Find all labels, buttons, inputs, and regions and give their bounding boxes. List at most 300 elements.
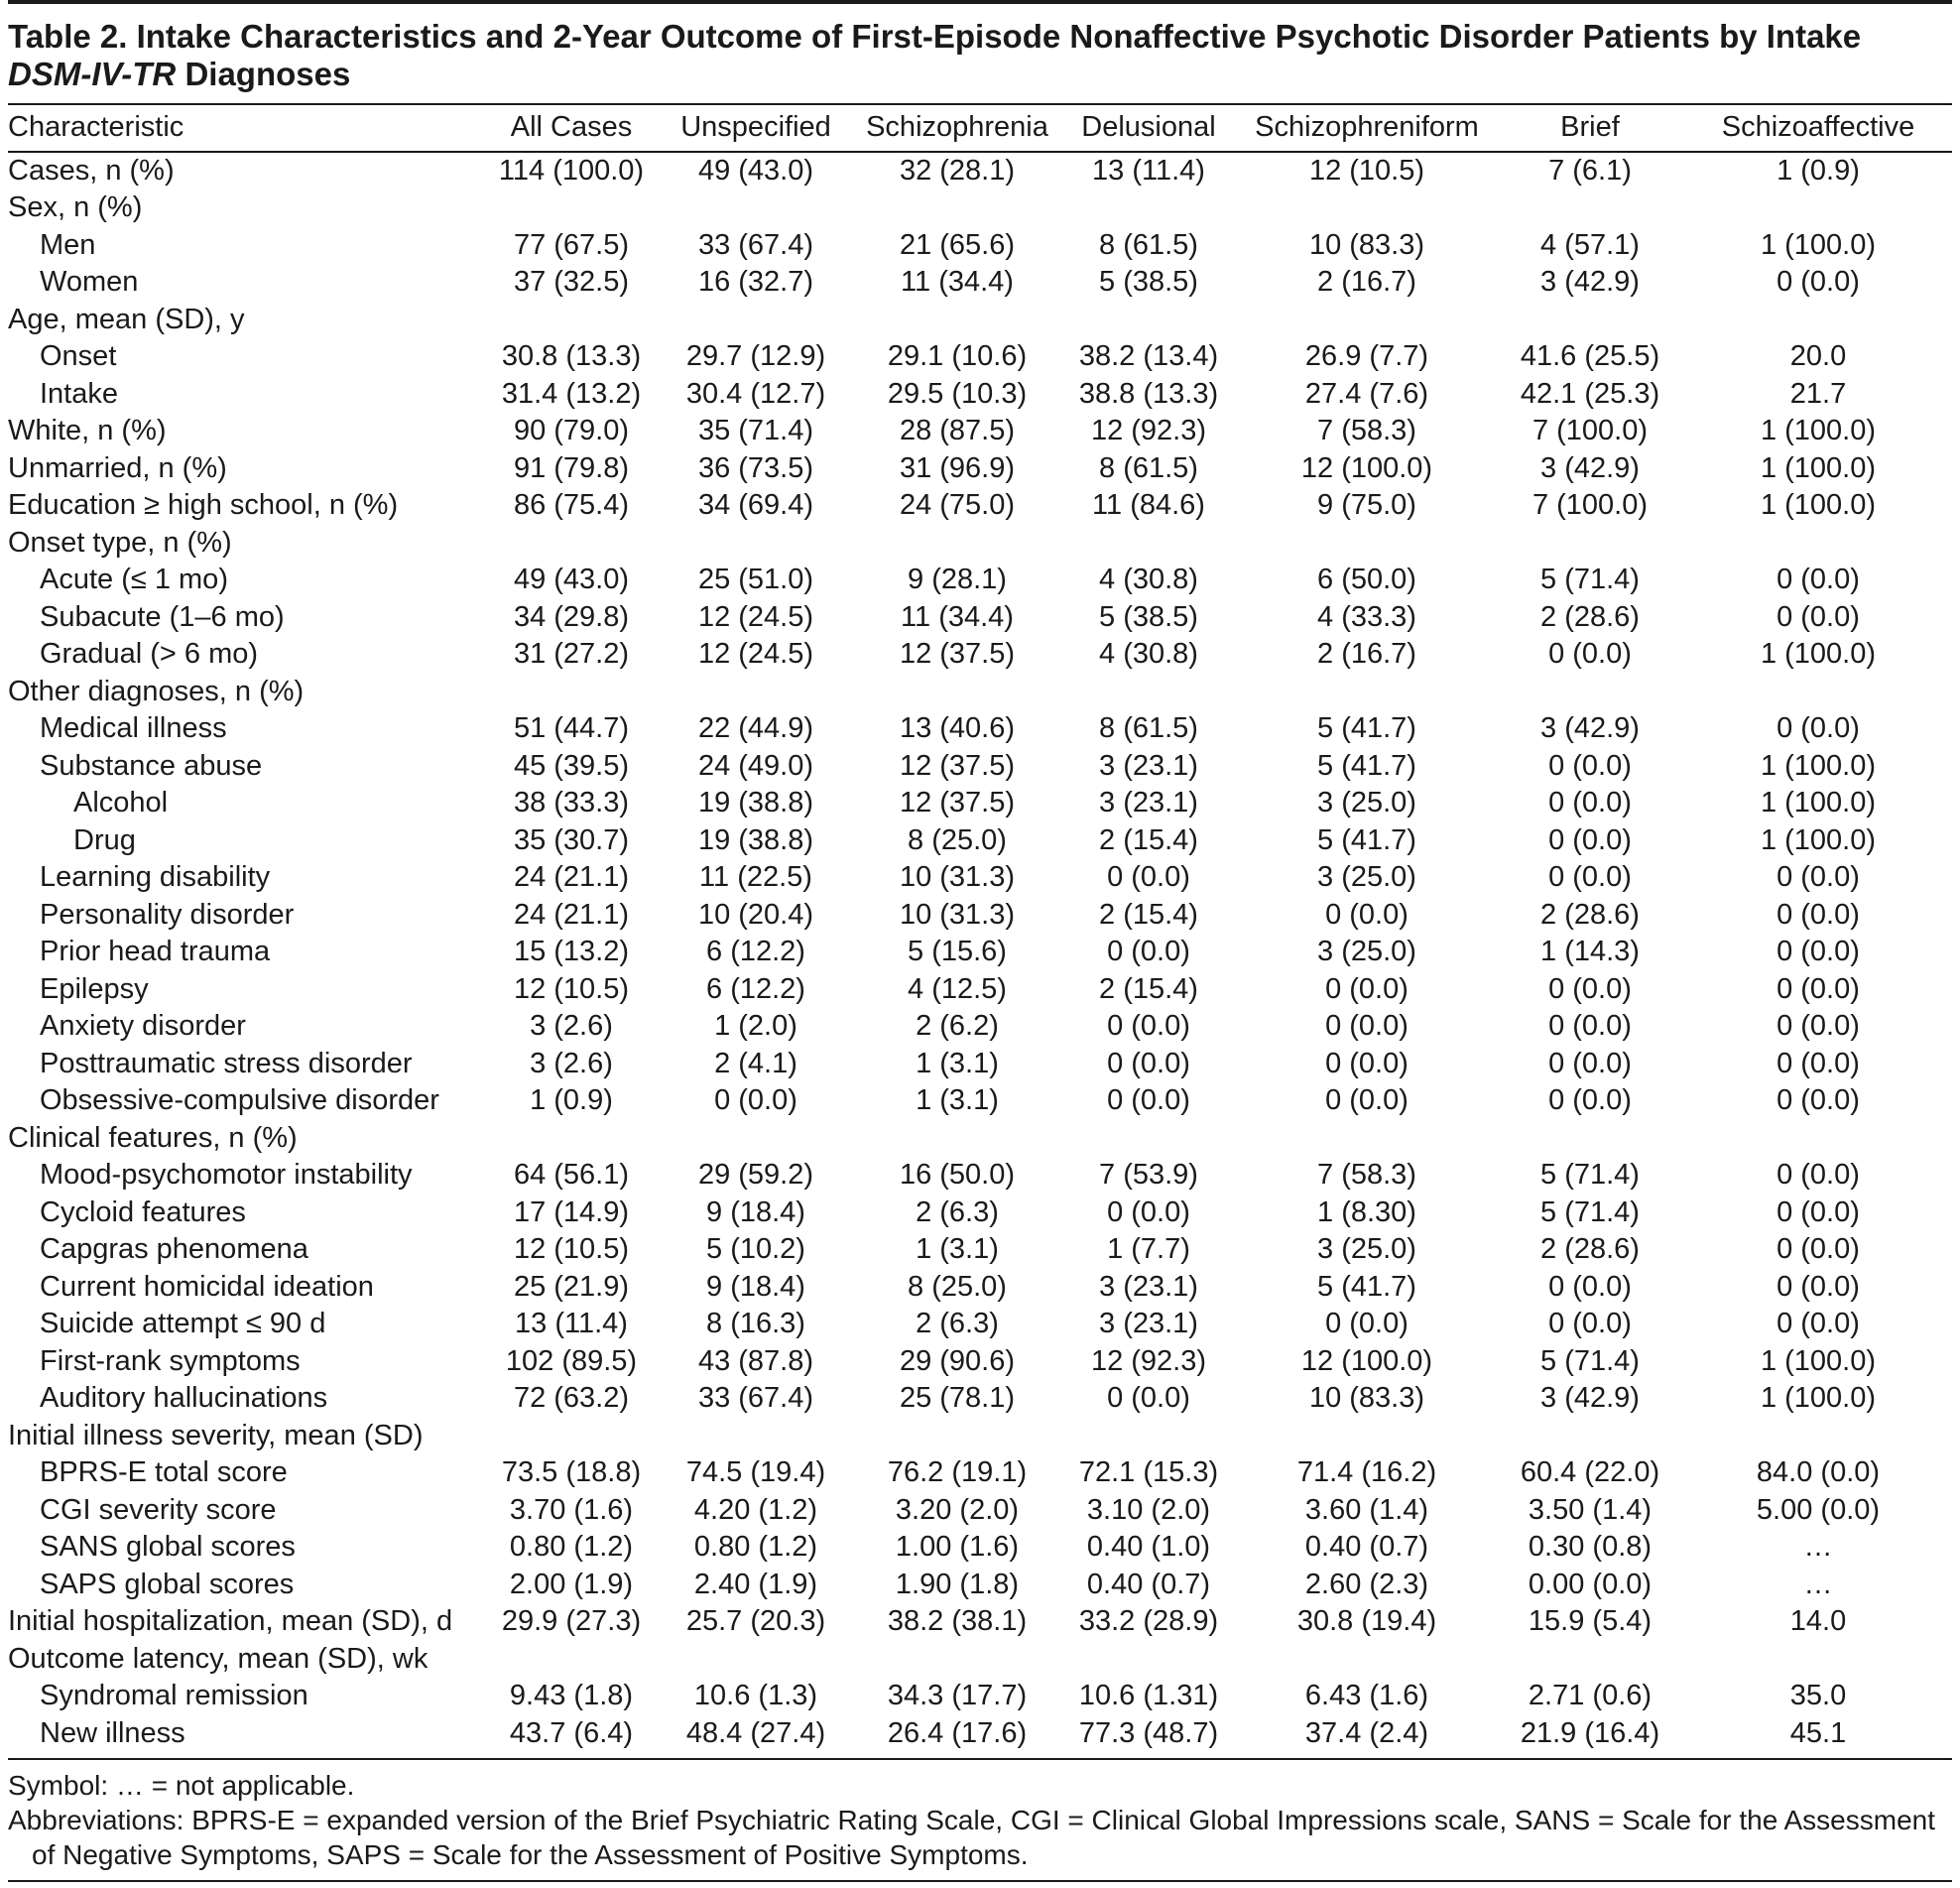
table-cell: 5 (71.4) <box>1540 1159 1640 1191</box>
table-cell: 2 (16.7) <box>1317 638 1416 670</box>
table-row <box>8 599 1952 637</box>
table-cell: 3 (23.1) <box>1099 787 1198 818</box>
table-cell: 2 (28.6) <box>1540 1233 1640 1265</box>
page-bottom-rule <box>8 1880 1952 1882</box>
table-cell: 2 (15.4) <box>1099 898 1198 931</box>
row-label: Onset <box>40 340 117 372</box>
table-cell: 1 (3.1) <box>916 1084 999 1116</box>
table-cell: 34 (29.8) <box>513 600 630 633</box>
table-cell: 0 (0.0) <box>1776 564 1860 595</box>
row-label: New illness <box>40 1716 185 1749</box>
table-cell: 1.90 (1.8) <box>895 1568 1020 1600</box>
table-cell: 25 (78.1) <box>899 1382 1016 1414</box>
table-cell: 5 (38.5) <box>1099 266 1198 298</box>
table-row <box>8 562 1952 599</box>
table-cell: 2.00 (1.9) <box>509 1568 634 1600</box>
table-cell: 0 (0.0) <box>1325 1308 1409 1339</box>
table-row <box>8 152 1952 190</box>
table-cell: 0.40 (0.7) <box>1086 1568 1211 1600</box>
row-label: Outcome latency, mean (SD), wk <box>8 1642 429 1675</box>
table-cell <box>486 525 657 563</box>
table-cell <box>855 1641 1059 1679</box>
table-cell: 2 (4.1) <box>714 1047 797 1079</box>
row-label: Alcohol <box>73 787 169 818</box>
table-cell: 3.50 (1.4) <box>1528 1493 1653 1526</box>
table-cell: 13 (40.6) <box>899 712 1016 744</box>
table-cell: 0 (0.0) <box>1325 1047 1409 1079</box>
table-cell: 0 (0.0) <box>1107 1010 1190 1042</box>
table-row <box>8 1343 1952 1381</box>
table-cell: 8 (25.0) <box>908 823 1007 856</box>
table-cell: 1 (100.0) <box>1760 1344 1877 1377</box>
footnote-symbol: Symbol: … = not applicable. <box>8 1770 355 1801</box>
table-cell <box>1496 1418 1684 1455</box>
table-cell <box>1059 674 1238 711</box>
table-cell: 0 (0.0) <box>1107 861 1190 893</box>
table-row <box>8 636 1952 674</box>
row-label: CGI severity score <box>40 1493 277 1526</box>
table-cell: 10 (31.3) <box>899 898 1016 931</box>
row-label: Gradual (> 6 mo) <box>40 638 259 670</box>
table-cell: 0 (0.0) <box>1776 1159 1860 1191</box>
table-cell: 24 (21.1) <box>513 898 630 931</box>
table-cell: 2.71 (0.6) <box>1528 1680 1653 1711</box>
row-label: Clinical features, n (%) <box>8 1121 298 1154</box>
table-row <box>8 1082 1952 1120</box>
table-cell: 5.00 (0.0) <box>1756 1493 1881 1526</box>
table-cell: 77.3 (48.7) <box>1078 1716 1219 1749</box>
table-title-suffix: Diagnoses <box>184 56 351 92</box>
column-header-schizophreniform: Schizophreniform <box>1238 105 1496 152</box>
table-cell: 0 (0.0) <box>1548 1084 1632 1116</box>
table-cell: 2 (16.7) <box>1317 266 1416 298</box>
table-cell: 5 (38.5) <box>1099 600 1198 633</box>
table-cell: 49 (43.0) <box>697 154 814 187</box>
table-cell: 33 (67.4) <box>697 1382 814 1414</box>
table-cell: 9 (75.0) <box>1317 489 1416 521</box>
table-cell: 0 (0.0) <box>1107 936 1190 967</box>
table-row <box>8 1567 1952 1604</box>
table-row <box>8 1269 1952 1307</box>
table-cell <box>657 302 855 339</box>
table-cell: 4 (33.3) <box>1317 600 1416 633</box>
row-label: Substance abuse <box>40 749 263 782</box>
table-cell: 24 (21.1) <box>513 861 630 893</box>
footnote-abbreviations-line2: of Negative Symptoms, SAPS = Scale for the Assessment of Positive Symptoms. <box>32 1839 1029 1870</box>
table-cell <box>486 1120 657 1158</box>
table-cell: 6 (12.2) <box>706 972 805 1005</box>
table-cell <box>1496 1120 1684 1158</box>
table-cell <box>1059 302 1238 339</box>
table-row <box>8 1603 1952 1641</box>
table-title-block <box>8 4 1952 103</box>
table-cell: 0 (0.0) <box>1107 1084 1190 1116</box>
table-cell <box>486 302 657 339</box>
table-cell: 0 (0.0) <box>1107 1047 1190 1079</box>
table-cell: 12 (92.3) <box>1090 415 1207 446</box>
table-cell: 0 (0.0) <box>1776 1084 1860 1116</box>
table-cell: 0 (0.0) <box>1776 898 1860 931</box>
table-cell: … <box>1803 1568 1833 1600</box>
table-cell: 4 (57.1) <box>1540 228 1640 261</box>
table-row <box>8 971 1952 1009</box>
row-label: Other diagnoses, n (%) <box>8 675 305 707</box>
table-cell: 0 (0.0) <box>1776 1010 1860 1042</box>
table-cell: 29.7 (12.9) <box>685 340 826 372</box>
table-cell: 10.6 (1.3) <box>693 1680 818 1711</box>
column-header-delusional: Delusional <box>1059 105 1238 152</box>
table-cell <box>1496 1641 1684 1679</box>
row-label: Personality disorder <box>40 898 295 931</box>
table-cell: 1 (100.0) <box>1760 228 1877 261</box>
row-label: Onset type, n (%) <box>8 526 232 559</box>
table-cell: 9 (28.1) <box>908 564 1007 595</box>
table-cell: 8 (61.5) <box>1099 712 1198 744</box>
column-header-brief: Brief <box>1496 105 1684 152</box>
table-cell: 16 (50.0) <box>899 1159 1016 1191</box>
data-table <box>8 105 1952 1758</box>
row-label: Acute (≤ 1 mo) <box>40 564 228 595</box>
table-cell: 1 (8.30) <box>1317 1196 1416 1228</box>
table-cell <box>1684 1641 1952 1679</box>
table-cell: 7 (58.3) <box>1317 415 1416 446</box>
row-label: First-rank symptoms <box>40 1344 301 1377</box>
table-cell: 7 (100.0) <box>1531 415 1649 446</box>
table-cell: 102 (89.5) <box>505 1344 638 1377</box>
table-cell: 1.00 (1.6) <box>895 1531 1020 1563</box>
table-cell: 1 (14.3) <box>1540 936 1640 967</box>
table-cell: 19 (38.8) <box>697 787 814 818</box>
table-cell: 43.7 (6.4) <box>509 1716 634 1749</box>
table-cell: 2 (28.6) <box>1540 600 1640 633</box>
table-row <box>8 1120 1952 1158</box>
table-cell: 5 (71.4) <box>1540 1196 1640 1228</box>
row-label: Age, mean (SD), y <box>8 303 245 335</box>
table-cell: 3 (25.0) <box>1317 787 1416 818</box>
table-cell: 34.3 (17.7) <box>887 1680 1028 1711</box>
row-label: Anxiety disorder <box>40 1010 246 1042</box>
table-cell: 31.4 (13.2) <box>501 377 642 410</box>
table-cell: 4 (12.5) <box>908 972 1007 1005</box>
table-row <box>8 1529 1952 1567</box>
table-cell: 11 (34.4) <box>901 266 1014 298</box>
table-cell: 25 (51.0) <box>697 564 814 595</box>
table-row <box>8 1418 1952 1455</box>
table-row <box>8 1195 1952 1232</box>
table-row <box>8 338 1952 376</box>
table-cell: 73.5 (18.8) <box>501 1456 642 1488</box>
table-row <box>8 1306 1952 1343</box>
table-cell: 1 (2.0) <box>714 1010 797 1042</box>
table-row <box>8 227 1952 265</box>
table-cell: 0 (0.0) <box>1325 972 1409 1005</box>
row-label: Mood-psychomotor instability <box>40 1159 413 1191</box>
table-cell: 19 (38.8) <box>697 823 814 856</box>
table-cell: 0 (0.0) <box>1548 823 1632 856</box>
header-row <box>8 105 1952 152</box>
table-cell: 33.2 (28.9) <box>1078 1605 1219 1637</box>
table-cell <box>1238 525 1496 563</box>
table-cell: 3.60 (1.4) <box>1304 1493 1429 1526</box>
table-row <box>8 748 1952 786</box>
table-cell <box>1059 1418 1238 1455</box>
table-cell: 36 (73.5) <box>697 451 814 484</box>
table-cell: 12 (100.0) <box>1300 1344 1433 1377</box>
row-label: Unmarried, n (%) <box>8 451 227 484</box>
table-row <box>8 1046 1952 1083</box>
table-cell: 12 (10.5) <box>513 1233 630 1265</box>
table-cell <box>855 525 1059 563</box>
table-cell: 0 (0.0) <box>1548 638 1632 670</box>
table-row <box>8 264 1952 302</box>
row-label: Initial illness severity, mean (SD) <box>8 1419 424 1451</box>
footnotes <box>8 1760 1952 1872</box>
row-label: Cases, n (%) <box>8 154 175 187</box>
table-cell: 37 (32.5) <box>513 266 630 298</box>
table-cell: 0.40 (1.0) <box>1086 1531 1211 1563</box>
table-cell: 2 (6.3) <box>916 1196 999 1228</box>
table-cell: 3 (2.6) <box>530 1010 613 1042</box>
table-cell: 0 (0.0) <box>1325 898 1409 931</box>
table-cell <box>1684 1120 1952 1158</box>
table-cell: 0 (0.0) <box>1776 1047 1860 1079</box>
table-cell <box>1059 189 1238 227</box>
table-cell: 0.40 (0.7) <box>1304 1531 1429 1563</box>
row-label: Subacute (1–6 mo) <box>40 600 285 633</box>
table-cell: 3 (2.6) <box>530 1047 613 1079</box>
table-cell: 48.4 (27.4) <box>685 1716 826 1749</box>
table-cell: 2 (6.2) <box>916 1010 999 1042</box>
row-label: Auditory hallucinations <box>40 1382 328 1414</box>
table-cell: 26.9 (7.7) <box>1304 340 1429 372</box>
table-cell <box>486 674 657 711</box>
table-cell: 12 (37.5) <box>899 749 1016 782</box>
table-cell: 90 (79.0) <box>513 415 630 446</box>
table-cell: 0 (0.0) <box>1548 1047 1632 1079</box>
table-cell: 72 (63.2) <box>513 1382 630 1414</box>
column-header-all-cases: All Cases <box>486 105 657 152</box>
row-label: Education ≥ high school, n (%) <box>8 489 399 521</box>
table-row <box>8 1231 1952 1269</box>
table-cell <box>1238 189 1496 227</box>
table-cell: 17 (14.9) <box>513 1196 630 1228</box>
table-cell: 3 (42.9) <box>1540 712 1640 744</box>
table-cell: 10.6 (1.31) <box>1078 1680 1219 1711</box>
table-cell <box>486 1418 657 1455</box>
table-cell: 76.2 (19.1) <box>887 1456 1028 1488</box>
table-cell: 31 (27.2) <box>513 638 630 670</box>
row-label: Drug <box>73 823 136 856</box>
table-cell: 0 (0.0) <box>1776 1233 1860 1265</box>
row-label: Epilepsy <box>40 972 149 1005</box>
table-cell: 0 (0.0) <box>1548 1010 1632 1042</box>
table-cell: 15.9 (5.4) <box>1528 1605 1653 1637</box>
table-cell: 5 (10.2) <box>706 1233 805 1265</box>
table-cell: 2.40 (1.9) <box>693 1568 818 1600</box>
table-cell: 38.2 (13.4) <box>1078 340 1219 372</box>
table-cell: 3 (42.9) <box>1540 451 1640 484</box>
table-cell: 0 (0.0) <box>1325 1010 1409 1042</box>
table-cell: 11 (22.5) <box>699 861 812 893</box>
table-cell <box>1238 302 1496 339</box>
table-cell <box>1684 302 1952 339</box>
table-cell: 37.4 (2.4) <box>1304 1716 1429 1749</box>
table-row <box>8 897 1952 935</box>
table-cell: 0 (0.0) <box>1325 1084 1409 1116</box>
table-cell: 10 (83.3) <box>1308 228 1425 261</box>
row-label: BPRS-E total score <box>40 1456 288 1488</box>
table-cell: 0 (0.0) <box>1776 600 1860 633</box>
table-header <box>8 105 1952 152</box>
table-cell: 14.0 <box>1789 1605 1847 1637</box>
table-cell: 1 (7.7) <box>1107 1233 1190 1265</box>
table-cell: 8 (16.3) <box>706 1308 805 1339</box>
table-cell: 3 (42.9) <box>1540 266 1640 298</box>
table-cell: 38.2 (38.1) <box>887 1605 1028 1637</box>
column-header-unspecified: Unspecified <box>657 105 855 152</box>
table-cell: 3.20 (2.0) <box>895 1493 1020 1526</box>
table-row <box>8 785 1952 822</box>
table-cell: 38 (33.3) <box>513 787 630 818</box>
table-cell: 43 (87.8) <box>697 1344 814 1377</box>
table-cell: 31 (96.9) <box>899 451 1016 484</box>
table-cell <box>855 302 1059 339</box>
table-cell <box>1238 1120 1496 1158</box>
table-cell: 12 (92.3) <box>1090 1344 1207 1377</box>
row-label: Sex, n (%) <box>8 191 143 223</box>
table-cell: 0 (0.0) <box>1548 972 1632 1005</box>
table-cell: 3 (25.0) <box>1317 1233 1416 1265</box>
table-cell: 29.1 (10.6) <box>887 340 1028 372</box>
table-cell: 12 (100.0) <box>1300 451 1433 484</box>
table-cell: 2.60 (2.3) <box>1304 1568 1429 1600</box>
table-cell: … <box>1803 1531 1833 1563</box>
table-cell: 0 (0.0) <box>1776 972 1860 1005</box>
row-label: Learning disability <box>40 861 271 893</box>
table-row <box>8 934 1952 971</box>
table-cell: 6 (50.0) <box>1317 564 1416 595</box>
table-cell: 20.0 <box>1789 340 1847 372</box>
table-row <box>8 450 1952 488</box>
table-cell <box>855 674 1059 711</box>
table-cell: 10 (20.4) <box>697 898 814 931</box>
table-row <box>8 525 1952 563</box>
table-row <box>8 413 1952 450</box>
table-cell: 5 (41.7) <box>1317 1270 1416 1303</box>
table-title-italic: DSM-IV-TR <box>8 56 177 92</box>
table-cell: 5 (71.4) <box>1540 564 1640 595</box>
table-cell <box>855 1120 1059 1158</box>
table-cell: 1 (3.1) <box>916 1047 999 1079</box>
table-cell <box>657 1120 855 1158</box>
table-cell: 29 (59.2) <box>697 1159 814 1191</box>
table-cell: 7 (58.3) <box>1317 1159 1416 1191</box>
table-cell: 12 (24.5) <box>697 638 814 670</box>
table-cell: 2 (15.4) <box>1099 972 1198 1005</box>
table-row <box>8 1492 1952 1530</box>
table-cell: 11 (34.4) <box>901 600 1014 633</box>
table-cell: 6 (12.2) <box>706 936 805 967</box>
table-cell: 1 (100.0) <box>1760 823 1877 856</box>
table-cell: 1 (0.9) <box>1776 154 1860 187</box>
table-row <box>8 1454 1952 1492</box>
column-header-characteristic: Characteristic <box>8 105 486 152</box>
table-cell: 3.10 (2.0) <box>1086 1493 1211 1526</box>
table-cell: 30.8 (13.3) <box>501 340 642 372</box>
table-cell <box>486 1641 657 1679</box>
table-cell <box>1496 189 1684 227</box>
table-cell: 12 (37.5) <box>899 638 1016 670</box>
table-cell: 12 (24.5) <box>697 600 814 633</box>
table-cell: 45.1 <box>1789 1716 1847 1749</box>
table-row <box>8 1715 1952 1759</box>
table-cell: 0 (0.0) <box>1776 1196 1860 1228</box>
table-cell <box>657 1641 855 1679</box>
table-row <box>8 189 1952 227</box>
table-cell: 60.4 (22.0) <box>1520 1456 1660 1488</box>
table-cell: 8 (25.0) <box>908 1270 1007 1303</box>
table-row <box>8 674 1952 711</box>
row-label: Posttraumatic stress disorder <box>40 1047 413 1079</box>
table-cell <box>1684 1418 1952 1455</box>
table-cell: 15 (13.2) <box>513 936 630 967</box>
table-cell: 30.4 (12.7) <box>685 377 826 410</box>
table-cell: 25 (21.9) <box>513 1270 630 1303</box>
table-cell: 74.5 (19.4) <box>685 1456 826 1488</box>
table-cell <box>657 189 855 227</box>
table-cell: 0.30 (0.8) <box>1528 1531 1653 1563</box>
table-title <box>8 18 1952 93</box>
table-cell <box>1059 525 1238 563</box>
column-header-schizoaffective: Schizoaffective <box>1684 105 1952 152</box>
table-cell: 1 (0.9) <box>530 1084 613 1116</box>
table-cell: 8 (61.5) <box>1099 451 1198 484</box>
table-row <box>8 1641 1952 1679</box>
row-label: Medical illness <box>40 712 227 744</box>
table-cell <box>1496 302 1684 339</box>
table-cell: 25.7 (20.3) <box>685 1605 826 1637</box>
table-row <box>8 487 1952 525</box>
table-cell: 9 (18.4) <box>706 1270 805 1303</box>
table-cell: 86 (75.4) <box>513 489 630 521</box>
table-cell: 27.4 (7.6) <box>1304 377 1429 410</box>
row-label: Intake <box>40 377 118 410</box>
table-cell: 12 (10.5) <box>513 972 630 1005</box>
table-cell: 7 (53.9) <box>1099 1159 1198 1191</box>
table-cell <box>1684 189 1952 227</box>
table-cell: 2 (15.4) <box>1099 823 1198 856</box>
row-label: Obsessive-compulsive disorder <box>40 1084 439 1116</box>
table-cell: 35 (30.7) <box>513 823 630 856</box>
row-label: SANS global scores <box>40 1531 296 1563</box>
table-cell: 5 (15.6) <box>908 936 1007 967</box>
table-cell: 0 (0.0) <box>1776 936 1860 967</box>
table-cell: 1 (100.0) <box>1760 638 1877 670</box>
table-cell: 28 (87.5) <box>899 415 1016 446</box>
table-cell: 3.70 (1.6) <box>509 1493 634 1526</box>
table-cell: 21.7 <box>1789 377 1847 410</box>
table-cell: 5 (41.7) <box>1317 749 1416 782</box>
table-cell <box>657 1418 855 1455</box>
table-cell <box>1059 1120 1238 1158</box>
table-cell: 2 (28.6) <box>1540 898 1640 931</box>
table-cell <box>1496 525 1684 563</box>
table-cell: 3 (23.1) <box>1099 749 1198 782</box>
table-cell: 1 (100.0) <box>1760 451 1877 484</box>
table-cell: 7 (100.0) <box>1531 489 1649 521</box>
table-cell: 1 (3.1) <box>916 1233 999 1265</box>
row-label: Syndromal remission <box>40 1680 308 1711</box>
